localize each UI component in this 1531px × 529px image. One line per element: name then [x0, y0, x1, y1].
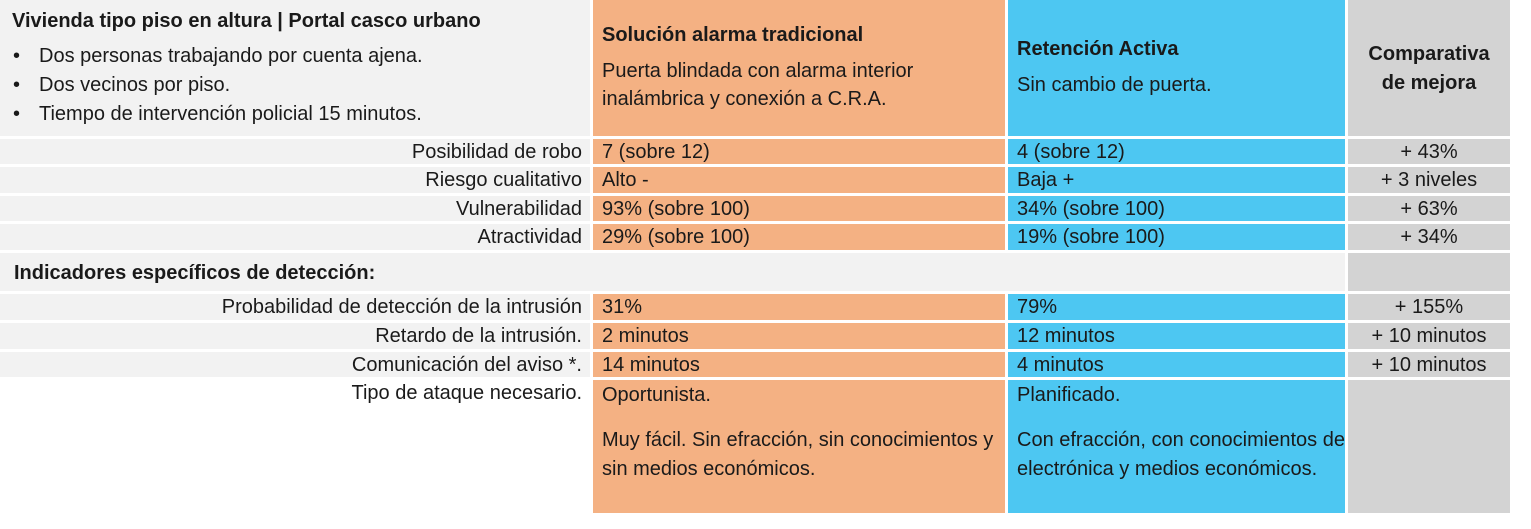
active-value: 4 (sobre 12) — [1008, 139, 1345, 164]
improvement-value: + 3 niveles — [1348, 167, 1510, 193]
improvement-value: + 43% — [1348, 139, 1510, 164]
bullet-icon: • — [13, 74, 21, 96]
bullet-icon: • — [13, 103, 21, 125]
row-label: Vulnerabilidad — [0, 196, 590, 221]
row-label: Probabilidad de detección de la intrusión — [0, 294, 590, 320]
row-label: Posibilidad de robo — [0, 139, 590, 164]
row-label: Tipo de ataque necesario. — [0, 380, 590, 513]
row-label: Comunicación del aviso *. — [0, 352, 590, 377]
traditional-value: Alto - — [593, 167, 1005, 193]
row-label: Atractividad — [0, 224, 590, 250]
scenario-header — [0, 0, 590, 136]
traditional-attack-description: Muy fácil. Sin efracción, sin conocimientos y sin medios económicos. — [602, 429, 994, 480]
scenario-bullet-item: • Dos vecinos por piso. — [12, 71, 580, 100]
scenario-bullet-item: • Dos personas trabajando por cuenta ajena. — [12, 42, 580, 71]
traditional-value: 29% (sobre 100) — [593, 224, 1005, 250]
traditional-value: 93% (sobre 100) — [593, 196, 1005, 221]
scenario-title: Vivienda tipo piso en altura | Portal casco urbano — [12, 10, 481, 32]
traditional-attack — [593, 380, 1005, 513]
active-value: 34% (sobre 100) — [1008, 196, 1345, 221]
traditional-header — [593, 0, 1005, 136]
traditional-value: 7 (sobre 12) — [593, 139, 1005, 164]
scenario-bullet-item: • Tiempo de intervención policial 15 minutos. — [12, 100, 580, 129]
section-title: Indicadores específicos de detección: — [0, 253, 1345, 291]
scenario-bullets — [12, 42, 580, 129]
traditional-value: 2 minutos — [593, 323, 1005, 349]
compare-title: Comparativa de mejora — [1368, 43, 1490, 94]
traditional-value: 31% — [593, 294, 1005, 320]
active-header — [1008, 0, 1345, 136]
improvement-value: + 63% — [1348, 196, 1510, 221]
active-value: 19% (sobre 100) — [1008, 224, 1345, 250]
row-label: Riesgo cualitativo — [0, 167, 590, 193]
section-compare-spacer — [1348, 253, 1510, 291]
compare-header — [1348, 0, 1510, 136]
active-value: 12 minutos — [1008, 323, 1345, 349]
bullet-icon: • — [13, 45, 21, 67]
traditional-attack-type: Oportunista. — [602, 384, 711, 406]
improvement-value: + 155% — [1348, 294, 1510, 320]
active-attack — [1008, 380, 1345, 513]
active-value: Baja + — [1008, 167, 1345, 193]
traditional-title: Solución alarma tradicional — [602, 24, 864, 46]
active-description: Sin cambio de puerta. — [1017, 74, 1212, 96]
traditional-description: Puerta blindada con alarma interior inalámbrica y conexión a C.R.A. — [602, 60, 914, 110]
active-value: 79% — [1008, 294, 1345, 320]
active-attack-description: Con efracción, con conocimientos de electrónica y medios económicos. — [1017, 429, 1345, 480]
row-label: Retardo de la intrusión. — [0, 323, 590, 349]
traditional-value: 14 minutos — [593, 352, 1005, 377]
improvement-value: + 34% — [1348, 224, 1510, 250]
active-title: Retención Activa — [1017, 38, 1179, 60]
active-value: 4 minutos — [1008, 352, 1345, 377]
active-attack-type: Planificado. — [1017, 384, 1121, 406]
improvement-value: + 10 minutos — [1348, 352, 1510, 377]
attack-compare-spacer — [1348, 380, 1510, 513]
improvement-value: + 10 minutos — [1348, 323, 1510, 349]
